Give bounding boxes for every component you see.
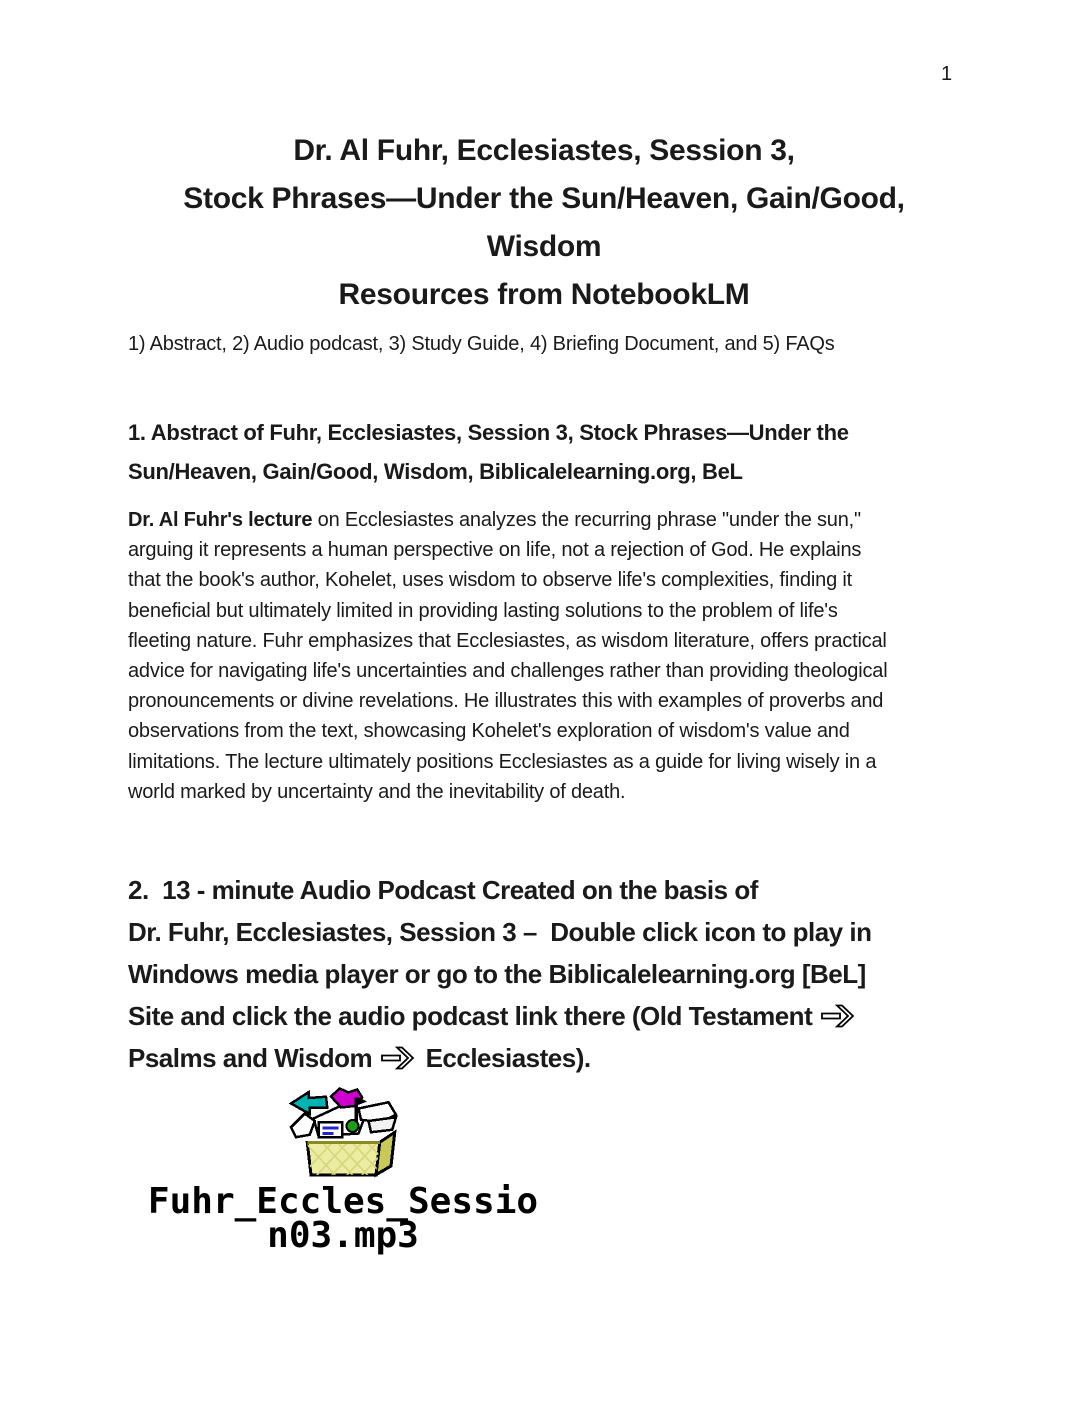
abstract-line-text: on Ecclesiastes analyzes the recurring phrase "under the sun," [312,509,861,531]
section2-heading-text: Psalms and Wisdom [128,1043,379,1073]
right-arrow-icon [820,1002,858,1030]
section2-heading-line: 2. 13 - minute Audio Podcast Created on the basis of [128,875,758,905]
audio-file-name [123,1181,563,1256]
section1-heading-line: 1. Abstract of Fuhr, Ecclesiastes, Session 3, Stock Phrases—Under the [128,420,849,445]
abstract-line [128,505,1028,535]
audio-file-name-line: n03.mp3 [267,1215,419,1256]
abstract-line: fleeting nature. Fuhr emphasizes that Ecclesiastes, as wisdom literature, offers practical [128,629,887,652]
section2-heading-line [128,995,1048,1037]
abstract-line: advice for navigating life's uncertainties and challenges rather than providing theological [128,660,888,683]
abstract-paragraph [128,505,1028,807]
abstract-line: observations from the text, showcasing Kohelet's exploration of wisdom's value and [128,720,850,743]
audio-file-name-line: Fuhr_Eccles_Sessio [147,1181,539,1222]
section2-heading-line: Dr. Fuhr, Ecclesiastes, Session 3 – Double click icon to play in [128,917,872,947]
page-number: 1 [941,63,953,85]
abstract-line: pronouncements or divine revelations. He illustrates this with examples of proverbs and [128,690,884,713]
title-line: Stock Phrases—Under the Sun/Heaven, Gain/Good, [183,182,905,215]
document-title [128,127,960,319]
abstract-line: arguing it represents a human perspective on life, not a rejection of God. He explains [128,539,862,562]
title-line: Dr. Al Fuhr, Ecclesiastes, Session 3, [293,134,795,167]
section1-heading [128,414,1028,491]
abstract-line: world marked by uncertainty and the inevitability of death. [128,780,626,803]
contents-line: 1) Abstract, 2) Audio podcast, 3) Study Guide, 4) Briefing Document, and 5) FAQs [128,333,835,355]
title-line: Resources from NotebookLM [338,278,750,311]
section1-heading-line: Sun/Heaven, Gain/Good, Wisdom, Biblicalelearning.org, BeL [128,458,743,484]
abstract-line: beneficial but ultimately limited in providing lasting solutions to the problem of life's [128,599,838,622]
package-box-icon[interactable] [286,1086,401,1181]
right-arrow-icon [380,1044,418,1072]
abstract-line: limitations. The lecture ultimately positions Ecclesiastes as a guide for living wisely in a [128,750,877,773]
section2-heading-line: Windows media player or go to the Biblicalelearning.org [BeL] [128,959,866,989]
title-line: Wisdom [486,230,602,263]
section2-heading [128,869,1048,1079]
section2-heading-text: Ecclesiastes). [418,1043,591,1073]
abstract-bold-lead: Dr. Al Fuhr's lecture [128,509,313,531]
section2-heading-text: Site and click the audio podcast link there (Old Testament [128,1001,819,1031]
abstract-line: that the book's author, Kohelet, uses wisdom to observe life's complexities, finding it [128,569,852,592]
section2-heading-line [128,1037,1048,1079]
audio-file-object[interactable] [123,1086,563,1256]
